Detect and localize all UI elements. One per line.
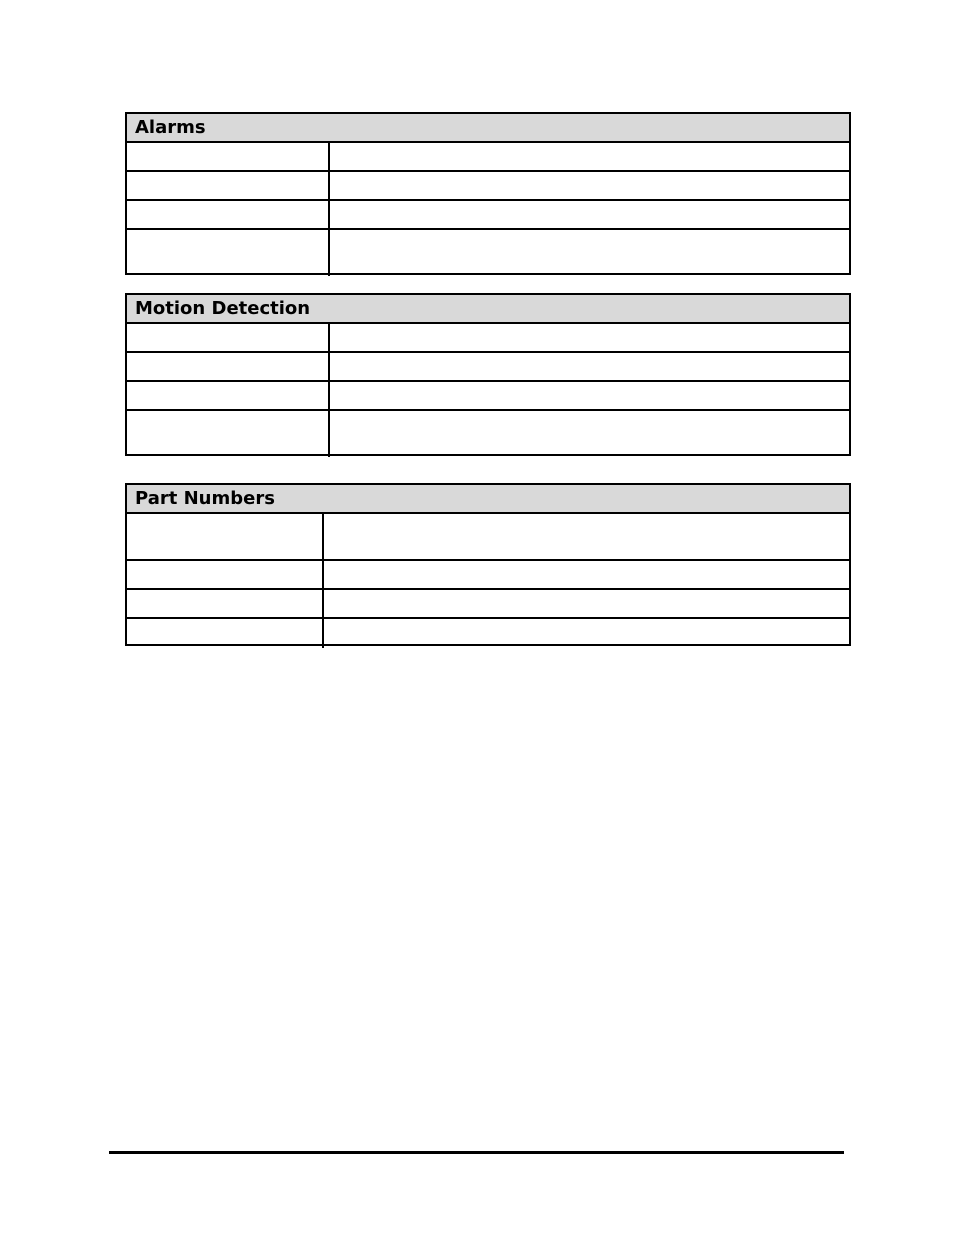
row-value <box>324 590 849 617</box>
row-label <box>127 201 330 228</box>
row-value <box>330 201 849 228</box>
row-label <box>127 590 324 617</box>
table-row <box>127 353 849 382</box>
alarms-table <box>125 112 851 275</box>
row-label <box>127 324 330 351</box>
part-numbers-table-title: Part Numbers <box>127 485 849 514</box>
row-label <box>127 143 330 170</box>
row-value <box>330 411 849 457</box>
table-row <box>127 201 849 230</box>
table-row <box>127 382 849 411</box>
motion-detection-table-title: Motion Detection <box>127 295 849 324</box>
row-value <box>330 230 849 276</box>
row-label <box>127 619 324 648</box>
table-row <box>127 590 849 619</box>
row-label <box>127 561 324 588</box>
row-value <box>330 172 849 199</box>
row-value <box>324 619 849 648</box>
row-label <box>127 382 330 409</box>
row-value <box>330 324 849 351</box>
table-row <box>127 230 849 276</box>
footer-rule <box>109 1151 844 1154</box>
table-row <box>127 172 849 201</box>
row-label <box>127 514 324 559</box>
row-label <box>127 411 330 457</box>
row-label <box>127 230 330 276</box>
row-value <box>330 353 849 380</box>
table-row <box>127 324 849 353</box>
row-value <box>324 514 849 559</box>
row-value <box>324 561 849 588</box>
part-numbers-table <box>125 483 851 646</box>
table-row <box>127 411 849 457</box>
table-row <box>127 619 849 648</box>
table-row <box>127 143 849 172</box>
row-label <box>127 353 330 380</box>
table-row <box>127 561 849 590</box>
row-value <box>330 143 849 170</box>
row-label <box>127 172 330 199</box>
table-row <box>127 514 849 561</box>
row-value <box>330 382 849 409</box>
motion-detection-table <box>125 293 851 456</box>
alarms-table-title: Alarms <box>127 114 849 143</box>
